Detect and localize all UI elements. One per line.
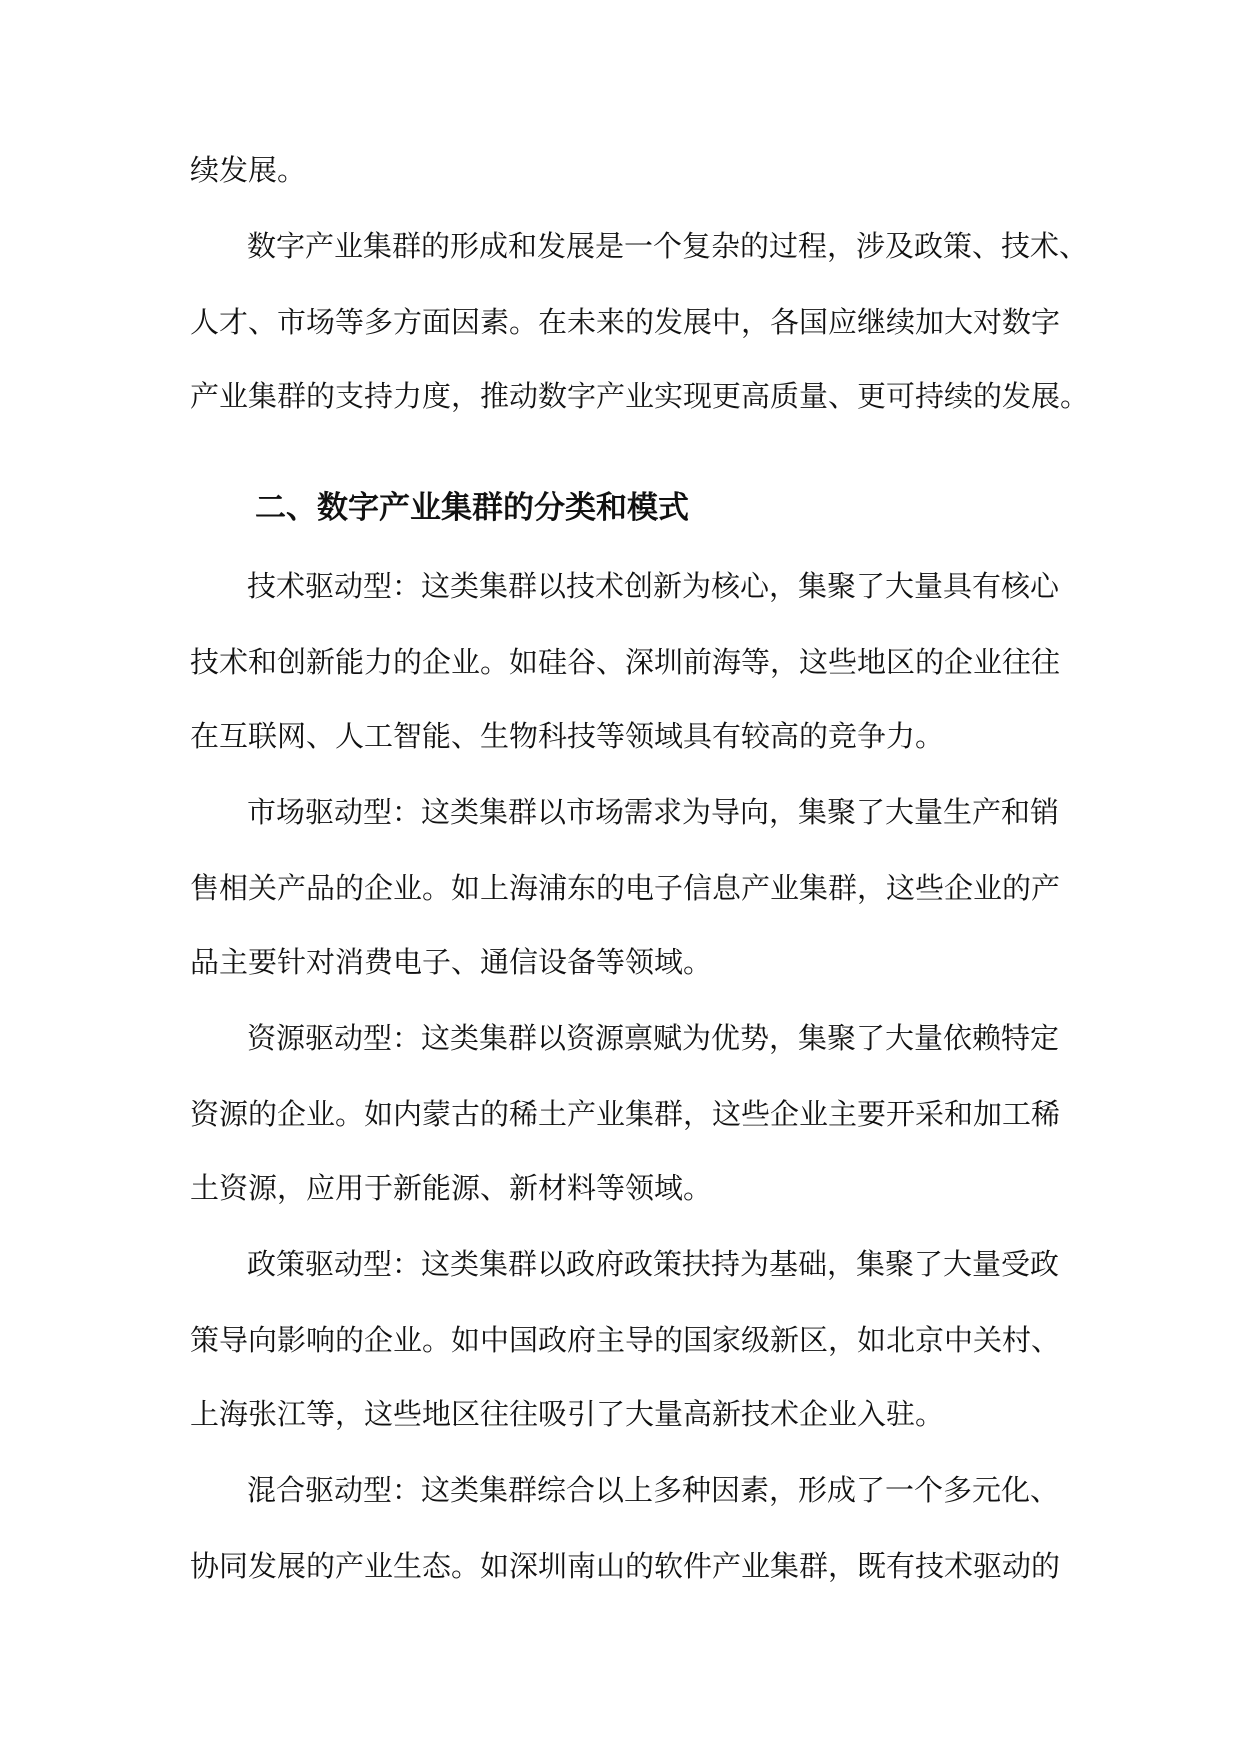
text-line: 市场驱动型：这类集群以市场需求为导向，集聚了大量生产和销 bbox=[247, 795, 1060, 829]
text-line: 策导向影响的企业。如中国政府主导的国家级新区，如北京中关村、 bbox=[190, 1323, 1061, 1357]
text-line: 技术和创新能力的企业。如硅谷、深圳前海等，这些地区的企业往往 bbox=[190, 645, 1061, 679]
text-line: 人才、市场等多方面因素。在未来的发展中，各国应继续加大对数字 bbox=[190, 305, 1061, 339]
text-line: 品主要针对消费电子、通信设备等领域。 bbox=[190, 945, 713, 979]
text-line: 混合驱动型：这类集群综合以上多种因素，形成了一个多元化、 bbox=[247, 1473, 1060, 1507]
section-heading: 二、数字产业集群的分类和模式 bbox=[255, 490, 689, 526]
text-line: 资源驱动型：这类集群以资源禀赋为优势，集聚了大量依赖特定 bbox=[247, 1021, 1060, 1055]
text-line: 产业集群的支持力度，推动数字产业实现更高质量、更可持续的发展。 bbox=[190, 379, 1090, 413]
text-line: 数字产业集群的形成和发展是一个复杂的过程，涉及政策、技术、 bbox=[247, 229, 1089, 263]
text-line: 续发展。 bbox=[190, 153, 307, 187]
text-line: 上海张江等，这些地区往往吸引了大量高新技术企业入驻。 bbox=[190, 1397, 945, 1431]
text-line: 政策驱动型：这类集群以政府政策扶持为基础，集聚了大量受政 bbox=[247, 1247, 1060, 1281]
text-line: 在互联网、人工智能、生物科技等领域具有较高的竞争力。 bbox=[190, 719, 945, 753]
text-line: 土资源，应用于新能源、新材料等领域。 bbox=[190, 1171, 713, 1205]
text-line: 售相关产品的企业。如上海浦东的电子信息产业集群，这些企业的产 bbox=[190, 871, 1061, 905]
text-line: 协同发展的产业生态。如深圳南山的软件产业集群，既有技术驱动的 bbox=[190, 1549, 1061, 1583]
text-line: 资源的企业。如内蒙古的稀土产业集群，这些企业主要开采和加工稀 bbox=[190, 1097, 1061, 1131]
text-line: 技术驱动型：这类集群以技术创新为核心，集聚了大量具有核心 bbox=[247, 569, 1060, 603]
